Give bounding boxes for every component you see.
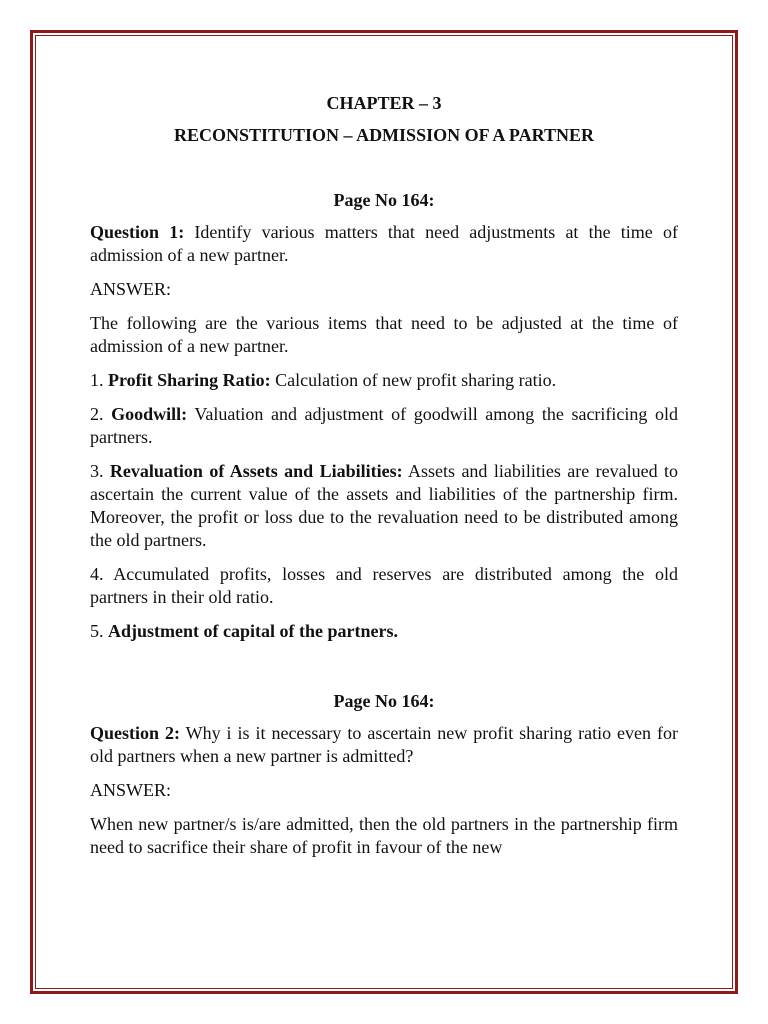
question-text: Identify various matters that need adjustments at the time of admission of a new partner. (90, 222, 678, 265)
item-number: 2. (90, 404, 112, 424)
page-number-heading: Page No 164: (333, 190, 435, 210)
list-item (90, 369, 678, 392)
question-1 (90, 221, 678, 267)
item-number: 5. (90, 621, 108, 641)
item-text: Valuation and adjustment of goodwill among the sacrificing old partners. (90, 404, 679, 447)
question-label: Question 2: (90, 723, 180, 743)
item-heading: Adjustment of capital of the partners. (108, 621, 398, 641)
answer-text: When new partner/s is/are admitted, then the old partners in the partnership firm need to sacrifice their share of profit in favour of the new (90, 814, 678, 857)
answer-intro: The following are the various items that need to be adjusted at the time of admission of a new partner. (90, 313, 678, 356)
list-item (90, 563, 678, 609)
item-number: 4. (90, 564, 114, 584)
item-text: Assets and liabilities are revalued to ascertain the current value of the assets and liabilities of the partnership firm. Moreover, the profit or loss due to the revaluation need to be distributed among the old partners. (90, 461, 679, 550)
item-text: Accumulated profits, losses and reserves are distributed among the old partners in their old ratio. (90, 564, 678, 607)
document-body (90, 92, 678, 870)
list-item (90, 460, 678, 552)
list-item (90, 620, 678, 643)
chapter-title: CHAPTER – 3 (326, 93, 442, 113)
answer-label: ANSWER: (90, 279, 171, 299)
chapter-subtitle: RECONSTITUTION – ADMISSION OF A PARTNER (174, 125, 594, 145)
list-item (90, 403, 678, 449)
item-text: Calculation of new profit sharing ratio. (270, 370, 557, 390)
question-text: Why i is it necessary to ascertain new profit sharing ratio even for old partners when a new partner is admitted? (90, 723, 678, 766)
item-heading: Revaluation of Assets and Liabilities: (109, 461, 403, 481)
item-heading: Goodwill: (111, 404, 188, 424)
question-2 (90, 722, 678, 768)
section-gap (90, 654, 678, 690)
item-number: 3. (90, 461, 110, 481)
answer-label: ANSWER: (90, 780, 171, 800)
item-heading: Profit Sharing Ratio: (108, 370, 271, 390)
question-label: Question 1: (90, 222, 185, 242)
page-number-heading: Page No 164: (333, 691, 435, 711)
item-number: 1. (90, 370, 108, 390)
